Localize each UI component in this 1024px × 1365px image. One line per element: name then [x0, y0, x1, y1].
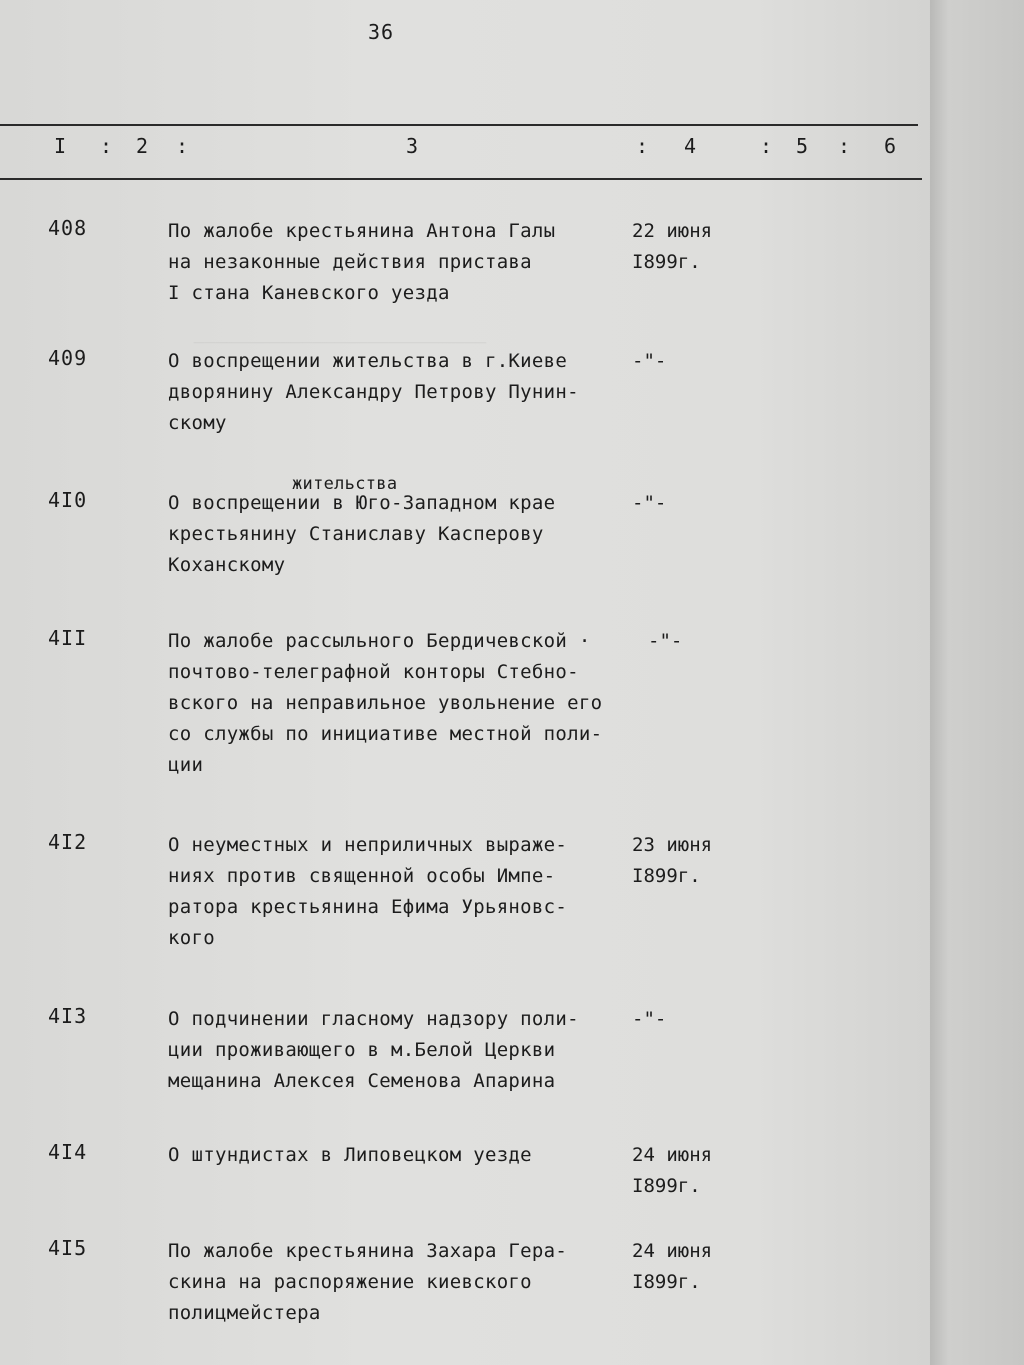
entry-date: -"- — [632, 1008, 667, 1030]
header-separator-4: : — [760, 134, 773, 158]
entry-date: 24 июня I899г. — [632, 1240, 713, 1293]
header-separator-2: : — [176, 134, 189, 158]
entry-date: 22 июня I899г. — [632, 220, 713, 273]
header-col-2: 2 — [136, 134, 149, 158]
header-col-6: 6 — [884, 134, 897, 158]
entry-number: 4I2 — [48, 830, 88, 854]
entry-text: О неуместных и неприличных выраже- ниях против священной особы Импе- ратора крестьянина Ефима Урьяновс- кого — [168, 834, 568, 949]
entry-date: 23 июня I899г. — [632, 834, 713, 887]
entry-number: 409 — [48, 346, 88, 370]
header-col-5: 5 — [796, 134, 809, 158]
entry-number: 4I3 — [48, 1004, 88, 1028]
entry-date: 24 июня I899г. — [632, 1144, 713, 1197]
show-through-text: ___________________________ — [172, 323, 487, 344]
page-edge-background — [930, 0, 1024, 1365]
entry-date: -"- — [632, 492, 667, 514]
entry-text: О воспрещении жительства в г.Киеве дворянину Александру Петрову Пунин- скому — [168, 350, 579, 434]
header-col-4: 4 — [684, 134, 697, 158]
header-top-rule — [0, 124, 918, 126]
entry-number: 4II — [48, 626, 88, 650]
entry-number: 4I0 — [48, 488, 88, 512]
entry-text: О штундистах в Липовецком уезде — [168, 1144, 532, 1166]
entry-number: 408 — [48, 216, 88, 240]
page-number: 36 — [368, 20, 395, 44]
header-separator-3: : — [636, 134, 649, 158]
header-bottom-rule — [0, 178, 922, 180]
handwritten-insertion: жительства — [292, 474, 398, 494]
header-col-1: I — [54, 134, 67, 158]
header-separator-1: : — [100, 134, 113, 158]
entry-text: О воспрещении в Юго-Западном крае крестьянину Станиславу Касперову Коханскому — [168, 492, 556, 576]
entry-number: 4I4 — [48, 1140, 88, 1164]
entry-text: По жалобе крестьянина Захара Гера- скина на распоряжение киевского полицмейстера — [168, 1240, 568, 1324]
entry-date: -"- — [648, 630, 683, 652]
entry-number: 4I5 — [48, 1236, 88, 1260]
entry-text: О подчинении гласному надзору поли- ции проживающего в м.Белой Церкви мещанина Алексея Семенова Апарина — [168, 1008, 579, 1092]
header-separator-5: : — [838, 134, 851, 158]
header-col-3: 3 — [406, 134, 419, 158]
entry-date: -"- — [632, 350, 667, 372]
entry-text: По жалобе крестьянина Антона Галы на незаконные действия пристава I стана Каневского уезда — [168, 220, 556, 304]
entry-text: По жалобе рассыльного Бердичевской · почтово-телеграфной конторы Стебно- вского на неправильное увольнение его со службы по инициативе местной поли- ции — [168, 630, 603, 776]
